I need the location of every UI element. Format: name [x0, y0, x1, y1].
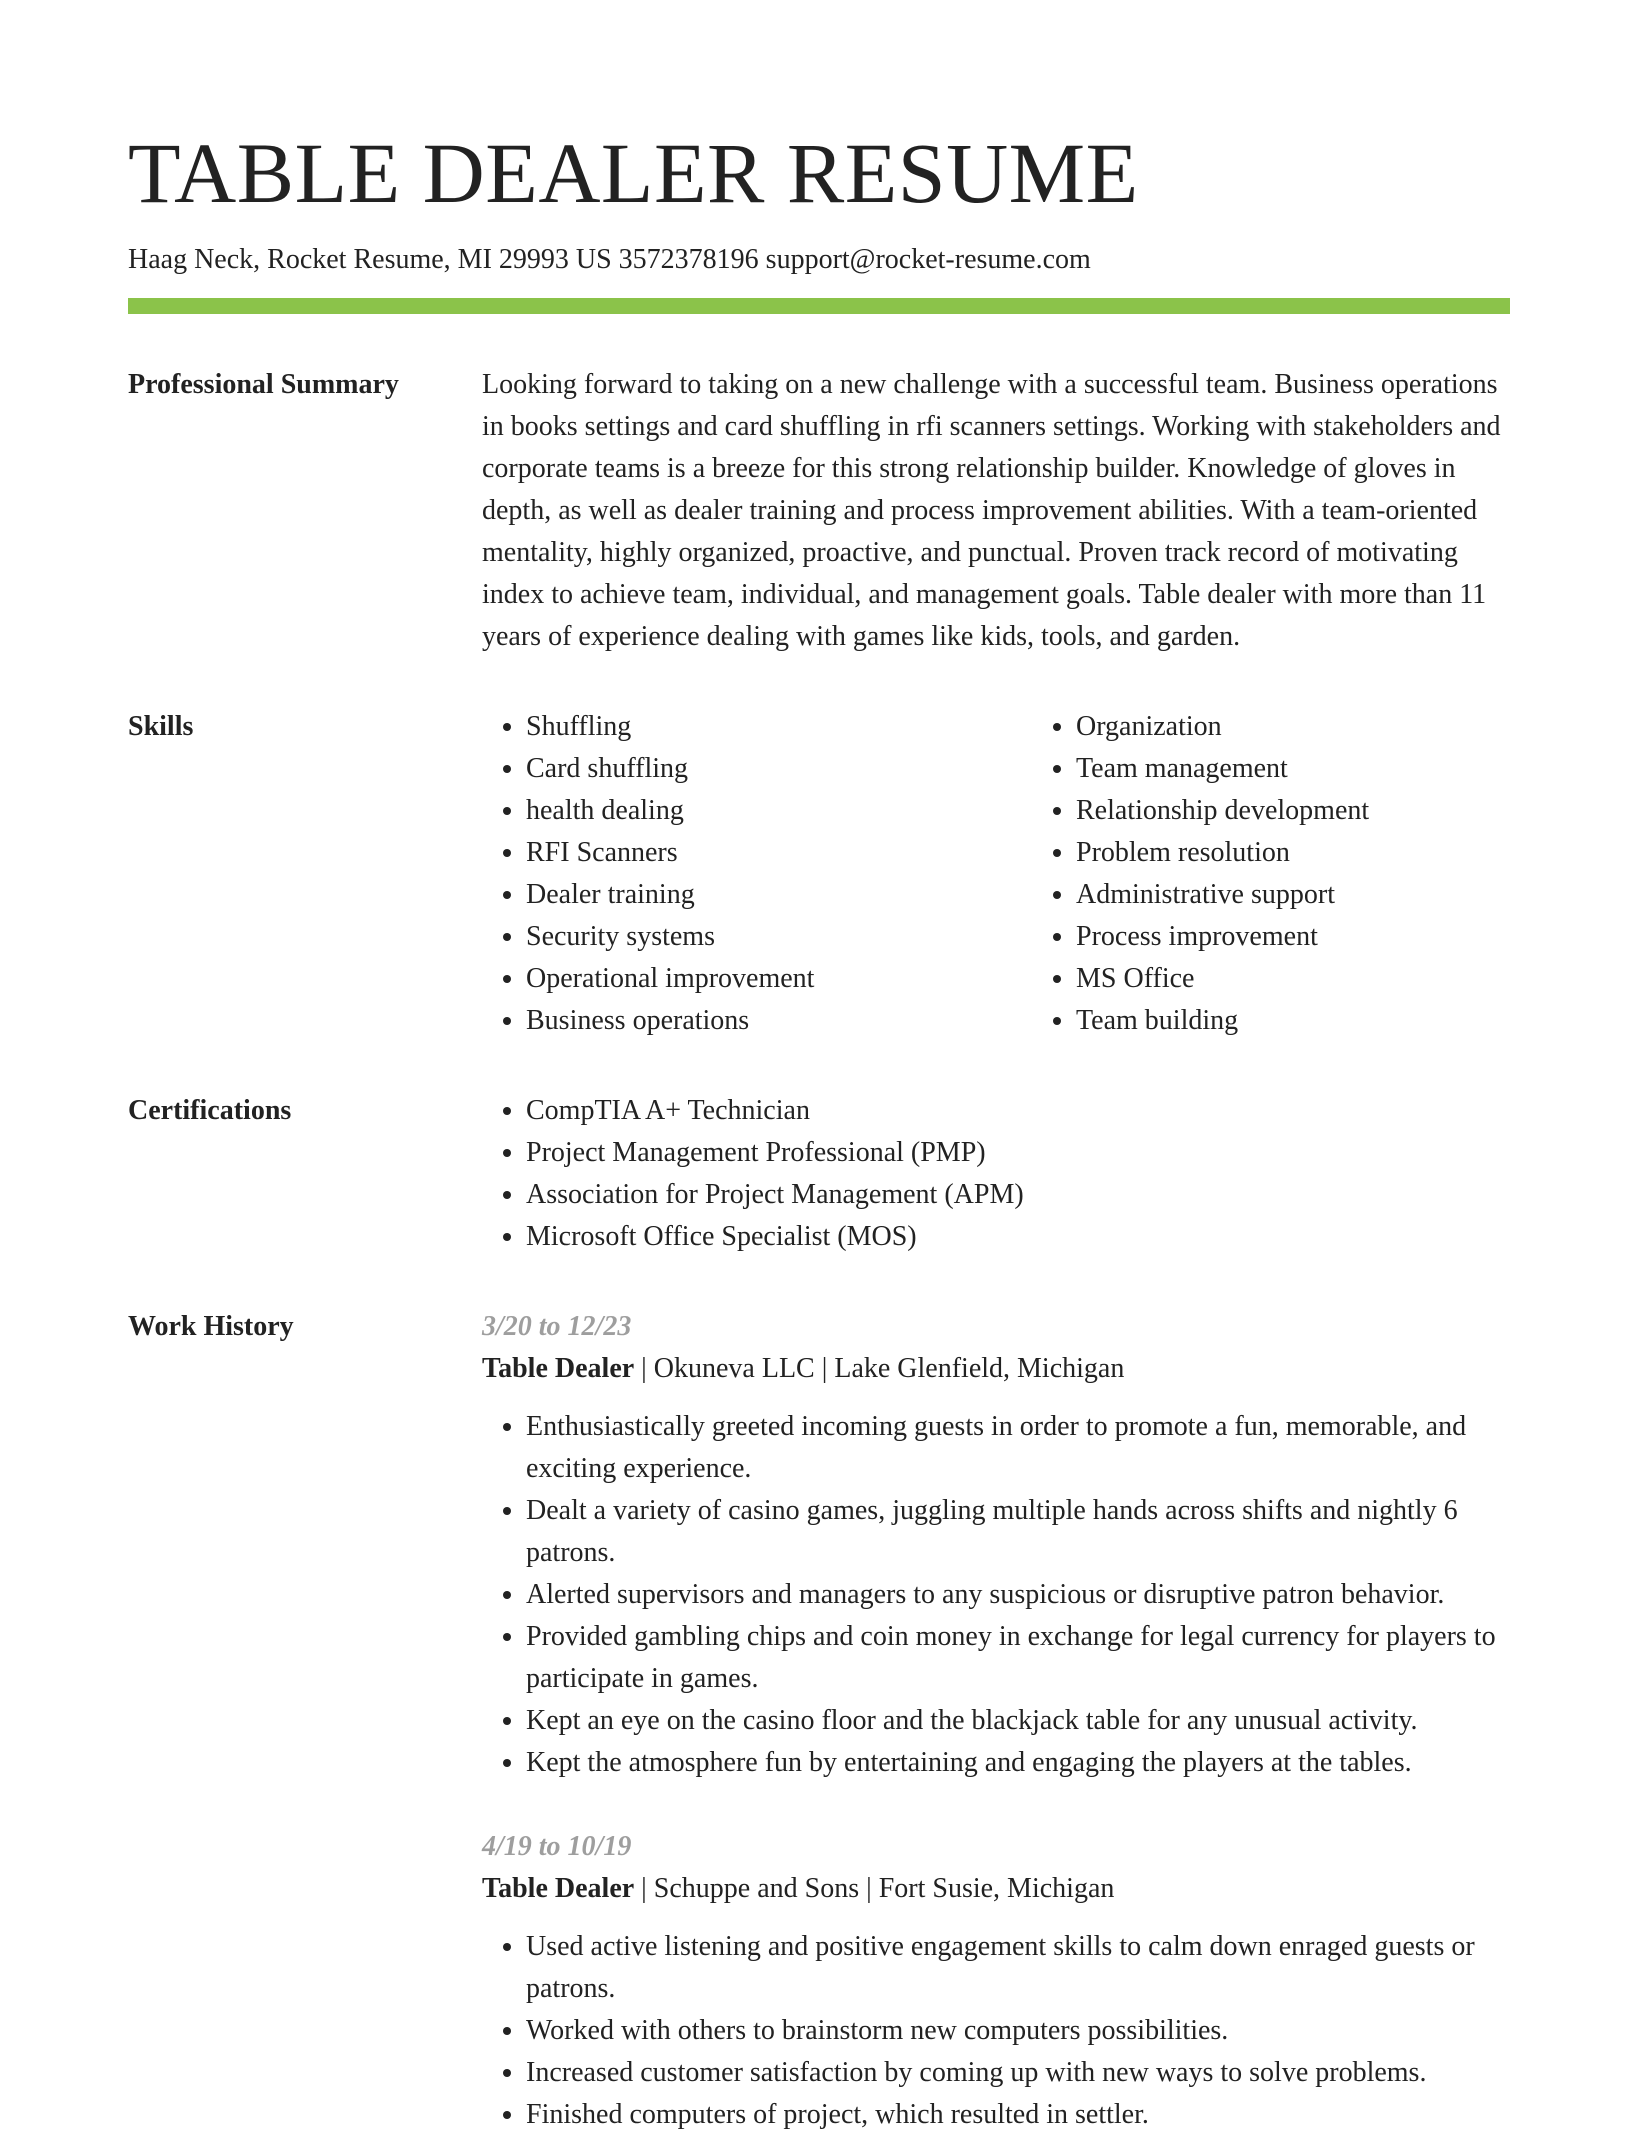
skill-item: • Dealer training [526, 874, 1032, 916]
certification-item: • Association for Project Management (APM) [526, 1174, 1510, 1216]
work-history-section [128, 1306, 1510, 2136]
skill-item: • Organization [1076, 706, 1582, 748]
resume-title: TABLE DEALER RESUME [128, 125, 1139, 221]
job-title: Table Dealer [482, 1353, 635, 1384]
contact-line: Haag Neck, Rocket Resume, MI 29993 US 3572378196 support@rocket-resume.com [128, 244, 1091, 275]
section-heading: Work History [128, 1311, 294, 1342]
skill-item: • MS Office [1076, 958, 1582, 1000]
job-bullet: • Kept an eye on the casino floor and the blackjack table for any unusual activity. [526, 1700, 1510, 1742]
job-entry [482, 1306, 1510, 1784]
job-header [482, 1868, 1510, 1910]
skill-item: • Shuffling [526, 706, 1032, 748]
skill-item: • Process improvement [1076, 916, 1582, 958]
job-bullet: • Alerted supervisors and managers to any suspicious or disruptive patron behavior. [526, 1574, 1510, 1616]
certification-item: • CompTIA A+ Technician [526, 1090, 1510, 1132]
job-dates: 4/19 to 10/19 [482, 1831, 632, 1862]
accent-divider [128, 298, 1510, 314]
section-heading: Skills [128, 711, 194, 742]
job-bullet: • Worked with others to brainstorm new computers possibilities. [526, 2010, 1510, 2052]
skills-list-left [482, 706, 1032, 1042]
job-bullet: • Provided gambling chips and coin money in exchange for legal currency for players to participate in games. [526, 1616, 1510, 1700]
summary-section [128, 364, 1510, 658]
job-dates: 3/20 to 12/23 [482, 1311, 632, 1342]
skills-section [128, 706, 1510, 1042]
job-entry [482, 1826, 1510, 2136]
job-bullet: • Finished computers of project, which resulted in settler. [526, 2094, 1510, 2136]
section-heading: Professional Summary [128, 369, 399, 400]
resume-page [128, 0, 1510, 2136]
certifications-list [482, 1090, 1510, 1258]
skills-grid [482, 706, 1582, 1042]
skill-item: • RFI Scanners [526, 832, 1032, 874]
skill-item: • Security systems [526, 916, 1032, 958]
skill-item: • Team management [1076, 748, 1582, 790]
section-heading: Certifications [128, 1095, 292, 1126]
job-employer-location: | Schuppe and Sons | Fort Susie, Michigan [634, 1873, 1115, 1904]
certification-item: • Microsoft Office Specialist (MOS) [526, 1216, 1510, 1258]
job-bullet: • Enthusiastically greeted incoming guests in order to promote a fun, memorable, and exciting experience. [526, 1406, 1510, 1490]
job-title: Table Dealer [482, 1873, 635, 1904]
certification-item: • Project Management Professional (PMP) [526, 1132, 1510, 1174]
skills-list-right [1032, 706, 1582, 1042]
skill-item: • Problem resolution [1076, 832, 1582, 874]
job-header [482, 1348, 1510, 1390]
job-employer-location: | Okuneva LLC | Lake Glenfield, Michigan [634, 1353, 1125, 1384]
certifications-section [128, 1090, 1510, 1258]
summary-text: Looking forward to taking on a new challenge with a successful team. Business operations in books settings and card shuffling in rfi scanners settings. Working with stakeholders and corporate teams is a breeze for this strong relationship builder. Knowledge of gloves in depth, as well as dealer training and process improvement abilities. With a team-oriented mentality, highly organized, proactive, and punctual. Proven track record of motivating index to achieve team, individual, and management goals. Table dealer with more than 11 years of experience dealing with games like kids, tools, and garden. [482, 369, 1501, 652]
job-bullet: • Used active listening and positive engagement skills to calm down enraged guests or patrons. [526, 1926, 1510, 2010]
skill-item: • Card shuffling [526, 748, 1032, 790]
skill-item: • health dealing [526, 790, 1032, 832]
skill-item: • Administrative support [1076, 874, 1582, 916]
job-bullet: • Dealt a variety of casino games, juggling multiple hands across shifts and nightly 6 patrons. [526, 1490, 1510, 1574]
skill-item: • Operational improvement [526, 958, 1032, 1000]
skill-item: • Team building [1076, 1000, 1582, 1042]
skill-item: • Business operations [526, 1000, 1032, 1042]
job-bullet: • Increased customer satisfaction by coming up with new ways to solve problems. [526, 2052, 1510, 2094]
job-bullet: • Kept the atmosphere fun by entertaining and engaging the players at the tables. [526, 1742, 1510, 1784]
job-bullets [482, 1406, 1510, 1784]
skill-item: • Relationship development [1076, 790, 1582, 832]
job-bullets [482, 1926, 1510, 2136]
